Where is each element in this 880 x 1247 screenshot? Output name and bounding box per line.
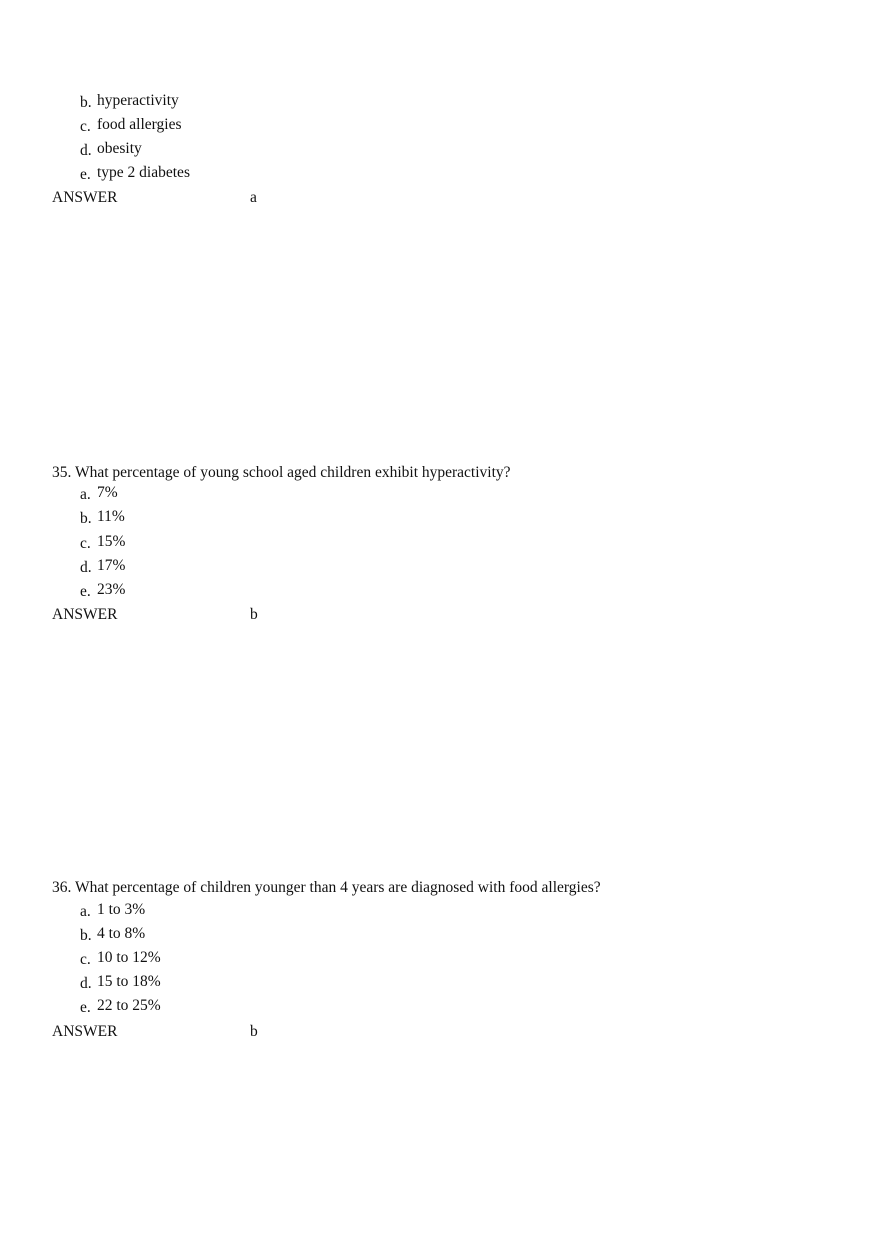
- option-c: [80, 949, 161, 969]
- option-letter: a.: [80, 486, 91, 503]
- option-letter: b.: [80, 94, 92, 111]
- option-letter: c.: [80, 535, 91, 552]
- option-letter: e.: [80, 166, 91, 183]
- option-text: food allergies: [97, 116, 182, 133]
- option-c: [80, 116, 182, 136]
- question-text: 35. What percentage of young school aged children exhibit hyperactivity?: [52, 464, 511, 481]
- option-text: 10 to 12%: [97, 949, 161, 966]
- answer-label: ANSWER: [52, 189, 118, 206]
- option-letter: c.: [80, 951, 91, 968]
- option-text: 15 to 18%: [97, 973, 161, 990]
- answer-label: ANSWER: [52, 1023, 118, 1040]
- option-d: [80, 973, 161, 993]
- option-c: [80, 533, 125, 553]
- answer-label: ANSWER: [52, 606, 118, 623]
- option-letter: e.: [80, 583, 91, 600]
- option-text: 11%: [97, 508, 125, 525]
- option-text: 1 to 3%: [97, 901, 146, 918]
- option-d: [80, 557, 125, 577]
- option-letter: e.: [80, 999, 91, 1016]
- option-b: [80, 508, 125, 528]
- option-text: 15%: [97, 533, 126, 550]
- option-e: [80, 997, 161, 1017]
- option-letter: a.: [80, 903, 91, 920]
- option-text: obesity: [97, 140, 142, 157]
- option-a: [80, 901, 145, 921]
- option-b: [80, 92, 179, 112]
- option-letter: d.: [80, 559, 92, 576]
- option-b: [80, 925, 145, 945]
- option-d: [80, 140, 142, 160]
- option-text: hyperactivity: [97, 92, 179, 109]
- answer-value: a: [250, 189, 257, 206]
- option-letter: d.: [80, 142, 92, 159]
- option-e: [80, 164, 190, 184]
- option-letter: c.: [80, 118, 91, 135]
- option-text: 4 to 8%: [97, 925, 146, 942]
- option-text: 22 to 25%: [97, 997, 161, 1014]
- option-letter: d.: [80, 975, 92, 992]
- option-text: 7%: [97, 484, 118, 501]
- answer-value: b: [250, 1023, 258, 1040]
- option-a: [80, 484, 118, 504]
- option-text: 23%: [97, 581, 126, 598]
- option-letter: b.: [80, 927, 92, 944]
- option-text: type 2 diabetes: [97, 164, 190, 181]
- option-e: [80, 581, 125, 601]
- option-text: 17%: [97, 557, 126, 574]
- option-letter: b.: [80, 510, 92, 527]
- question-text: 36. What percentage of children younger than 4 years are diagnosed with food allergies?: [52, 879, 601, 896]
- answer-value: b: [250, 606, 258, 623]
